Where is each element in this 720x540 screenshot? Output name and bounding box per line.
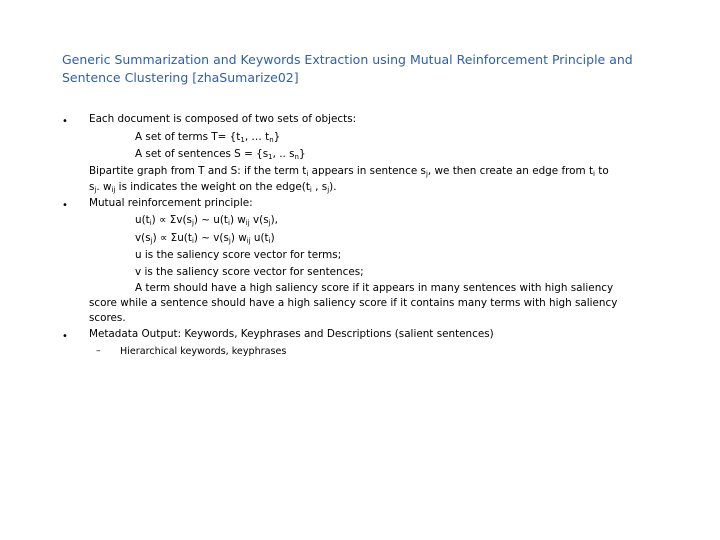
sub-bullet-dash: –	[96, 346, 101, 356]
bullet-1: •	[62, 116, 68, 127]
metadata-output: Metadata Output: Keywords, Keyphrases and Descriptions (salient sentences)	[89, 328, 494, 340]
saliency-line-2: score while a sentence should have a high saliency score if it contains many terms with high saliency	[89, 297, 618, 309]
bullet-3: •	[62, 331, 68, 342]
v-description: v is the saliency score vector for sentences;	[135, 266, 364, 278]
bipartite-line-1: Bipartite graph from T and S: if the term $t_i$ appears in sentence $s_j$, we then create an edge from $t_i$ to	[89, 165, 609, 178]
text-doc: Each document is composed of two sets of objects:	[89, 113, 357, 125]
slide-title	[62, 51, 682, 87]
saliency-line-3: scores.	[89, 312, 126, 324]
u-description: u is the saliency score vector for terms;	[135, 249, 342, 261]
bipartite-line-2: $s_j$. $w_{ij}$ is indicates the weight on the $edge(t_i$ , $s_j$).	[89, 181, 337, 194]
title-line-1: Generic Summarization and Keywords Extraction using Mutual Reinforcement Principle and	[62, 52, 633, 67]
saliency-line-1: A term should have a high saliency score if it appears in many sentences with high saliency	[135, 282, 614, 294]
equation-u: $u(t_i) \propto \Sigma v(s_j)$ ~ $u(t_i)$ $w_{ij}$ $v(s_j)$,	[135, 214, 278, 227]
hierarchical-keywords: Hierarchical keywords, keyphrases	[120, 346, 287, 357]
bullet-2: •	[62, 200, 68, 211]
terms-set: A set of terms $T= \{t_1$, … $t_n$}	[135, 131, 281, 144]
equation-v: $v(s_j) \propto \Sigma u(t_i)$ ~ $v(s_j)$ $w_{ij}$ $u(t_i)$	[135, 232, 275, 245]
sentences-set: A set of sentences $S = \{s_1$, .. $s_n$}	[135, 148, 306, 161]
title-line-2: Sentence Clustering [zhaSumarize02]	[62, 70, 299, 85]
mutual-heading: Mutual reinforcement principle:	[89, 197, 253, 209]
